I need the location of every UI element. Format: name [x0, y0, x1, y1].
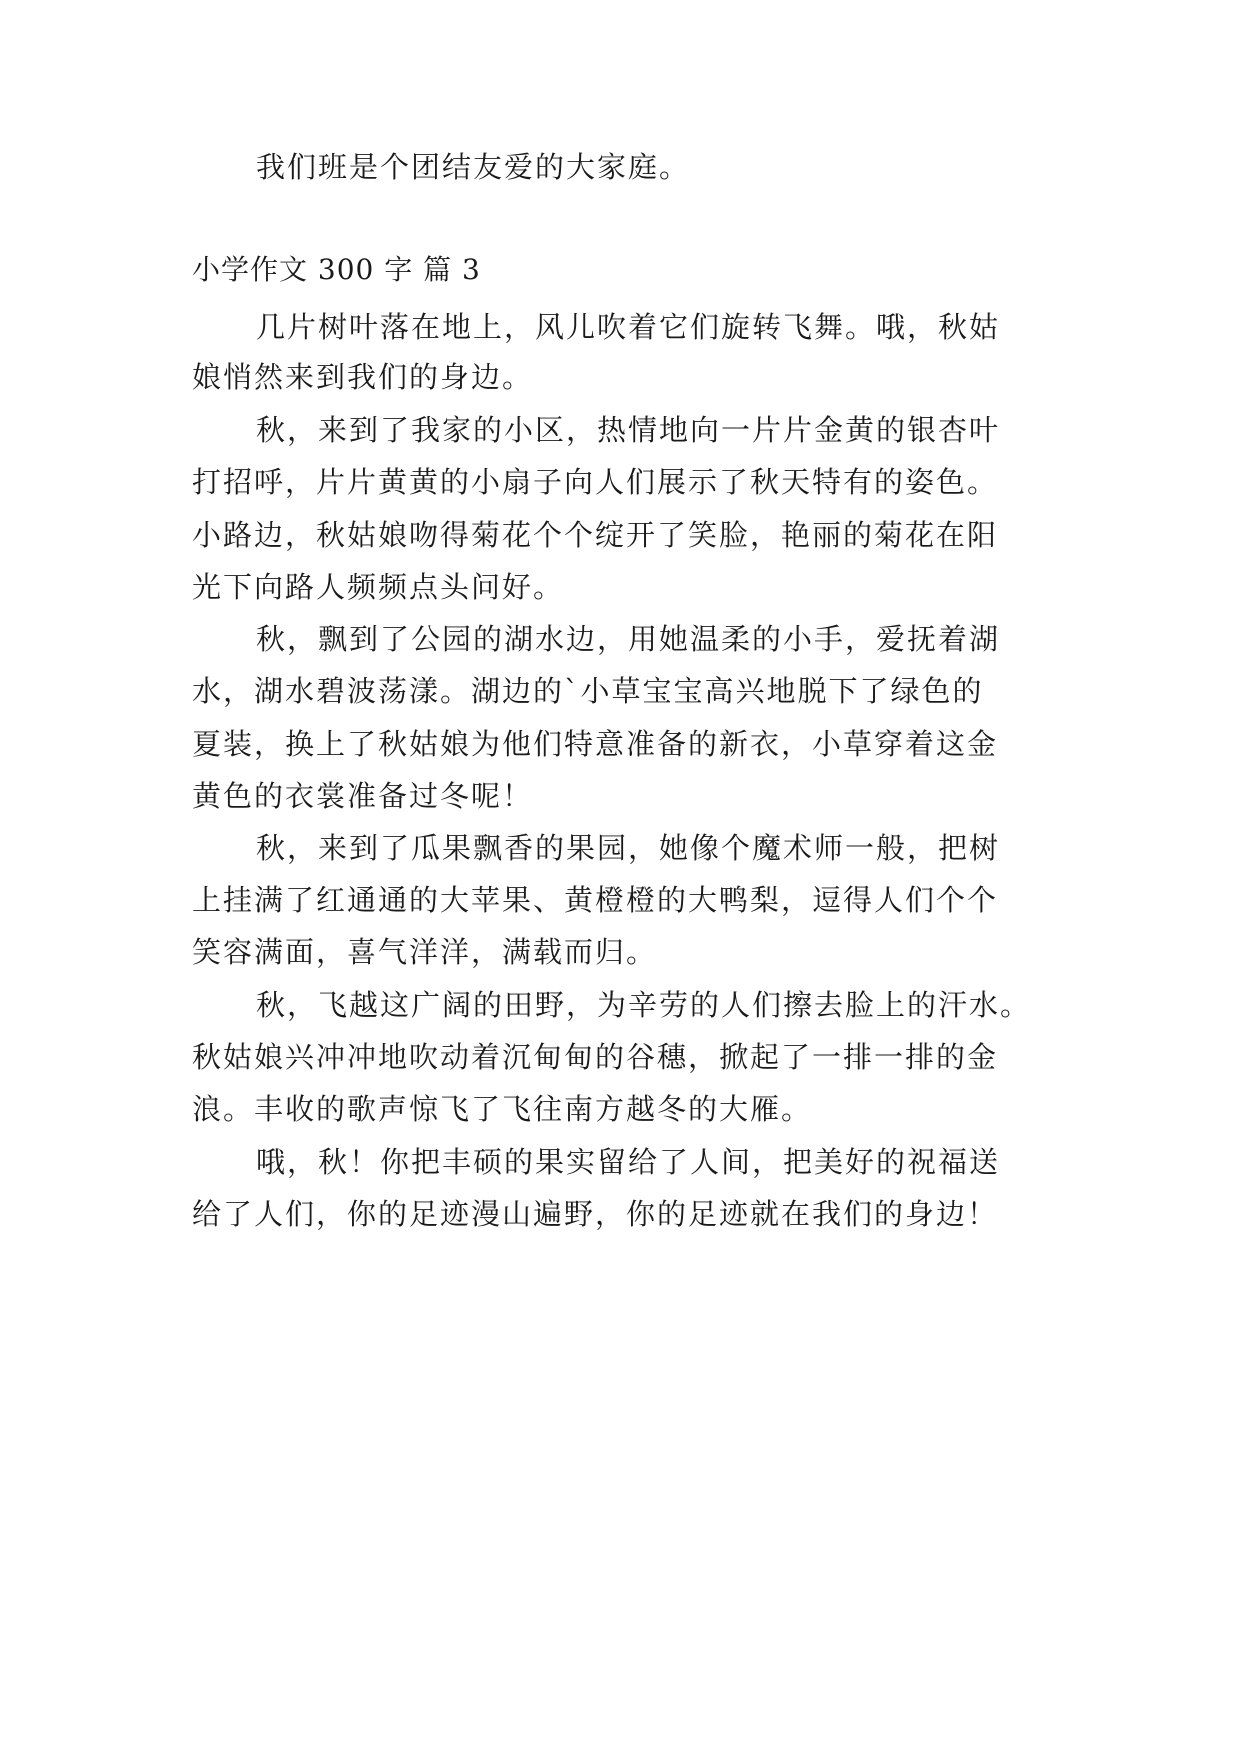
paragraph-line: 光下向路人频频点头问好。: [192, 570, 565, 604]
paragraph-line: 秋，飞越这广阔的田野，为辛劳的人们擦去脸上的汗水。: [256, 988, 1032, 1022]
paragraph-line: 秋，来到了瓜果飘香的果园，她像个魔术师一般，把树: [256, 831, 1001, 865]
paragraph-line: 我们班是个团结友爱的大家庭。: [256, 150, 691, 184]
paragraph-line: 打招呼，片片黄黄的小扇子向人们展示了秋天特有的姿色。: [192, 465, 999, 499]
paragraph-line: 小路边，秋姑娘吻得菊花个个绽开了笑脸，艳丽的菊花在阳: [192, 518, 999, 552]
paragraph-line: 上挂满了红通通的大苹果、黄橙橙的大鸭梨，逗得人们个个: [192, 883, 999, 917]
paragraph-line: 黄色的衣裳准备过冬呢！: [192, 779, 534, 813]
paragraph-line: 水，湖水碧波荡漾。湖边的`小草宝宝高兴地脱下了绿色的: [192, 674, 984, 708]
paragraph-line: 笑容满面，喜气洋洋，满载而归。: [192, 935, 658, 969]
paragraph-line: 哦，秋！你把丰硕的果实留给了人间，把美好的祝福送: [256, 1145, 1001, 1179]
paragraph-line: 秋，来到了我家的小区，热情地向一片片金黄的银杏叶: [256, 413, 1001, 447]
paragraph-line: 秋姑娘兴冲冲地吹动着沉甸甸的谷穗，掀起了一排一排的金: [192, 1040, 999, 1074]
paragraph-line: 几片树叶落在地上，风儿吹着它们旋转飞舞。哦，秋姑: [256, 310, 1001, 344]
paragraph-line: 浪。丰收的歌声惊飞了飞往南方越冬的大雁。: [192, 1092, 813, 1126]
paragraph-line: 秋，飘到了公园的湖水边，用她温柔的小手，爱抚着湖: [256, 622, 1001, 656]
paragraph-line: 给了人们，你的足迹漫山遍野，你的足迹就在我们的身边！: [192, 1197, 999, 1231]
paragraph-line: 娘悄然来到我们的身边。: [192, 360, 534, 394]
section-heading: 小学作文 300 字 篇 3: [192, 253, 481, 286]
paragraph-line: 夏装，换上了秋姑娘为他们特意准备的新衣，小草穿着这金: [192, 727, 999, 761]
